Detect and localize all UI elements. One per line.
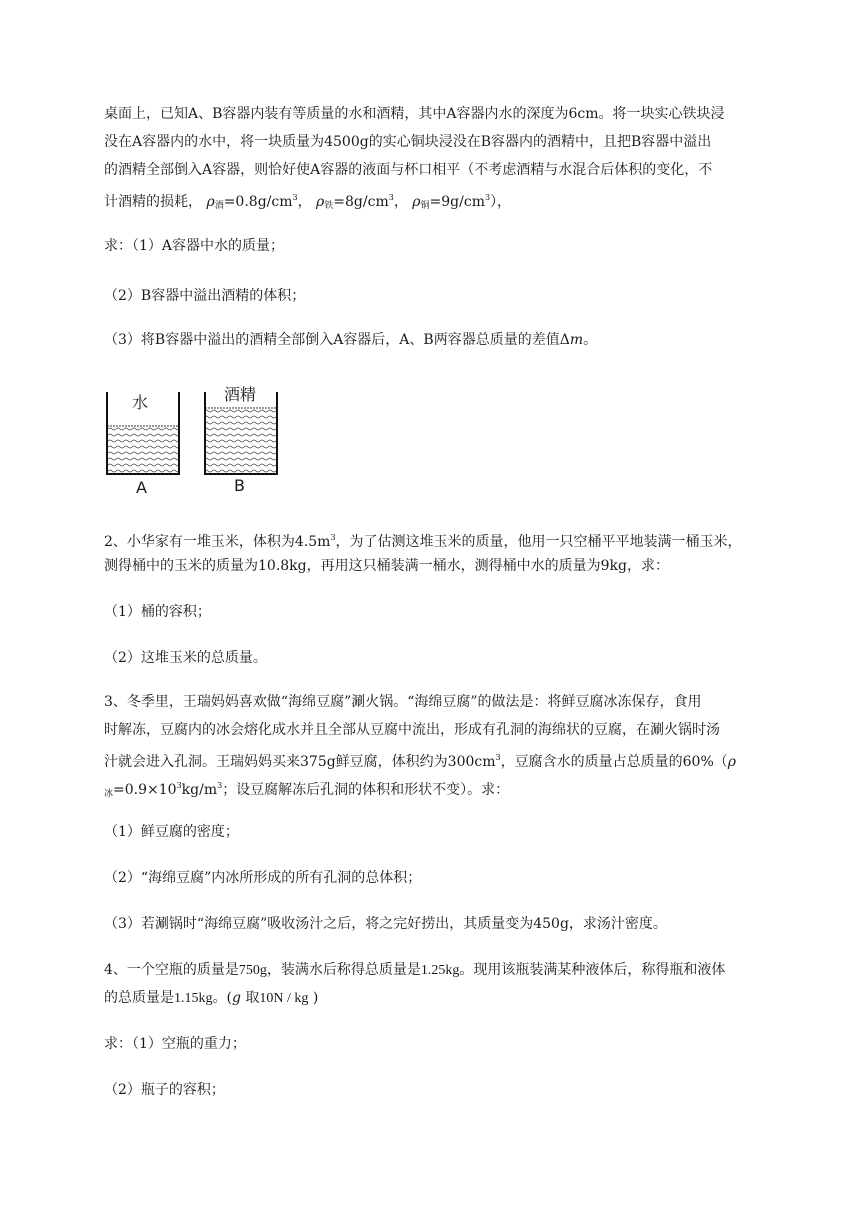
- superscript: 3: [292, 193, 298, 202]
- variable-g: g: [231, 990, 241, 1006]
- question-4-1: [104, 1030, 804, 1058]
- question-text: （2）B容器中溢出酒精的体积；: [104, 288, 306, 304]
- text-fragment: ，豆腐含水的质量占总质量的60%（: [500, 754, 728, 770]
- text-fragment: 2、小华家有一堆玉米，体积为4.5m: [104, 534, 331, 550]
- text-fragment: 汁就会进入孔洞。王瑞妈妈买来375g鲜豆腐，体积约为300cm: [104, 754, 496, 770]
- water-liquid: [107, 426, 179, 474]
- question-text: 求：（1）空瓶的重力；: [104, 1036, 246, 1052]
- superscript: 3: [217, 781, 223, 790]
- superscript: 3: [388, 193, 394, 202]
- label-b: B: [234, 476, 245, 495]
- separator: ，: [393, 194, 408, 210]
- text-line: [104, 744, 804, 772]
- text-fragment: ，为了估测这堆玉米的质量，他用一只空桶平平地装满一桶玉米，: [335, 534, 742, 550]
- subscript: 酒: [214, 201, 224, 211]
- value-mass: 750g: [238, 963, 267, 978]
- question-text: （1）鲜豆腐的密度；: [104, 824, 239, 840]
- density-copper: =9g/cm: [429, 194, 485, 210]
- text-fragment: ，装满水后称得总质量是: [266, 962, 421, 978]
- question-3-3: [104, 910, 804, 938]
- question-2-1: [104, 598, 804, 626]
- text-fragment: =0.9×10: [113, 782, 177, 798]
- text-line: [104, 772, 804, 800]
- text-line: 时解冻，豆腐内的冰会熔化成水并且全部从豆腐中流出，形成有孔洞的海绵状的豆腐，在涮火锅时汤: [104, 722, 720, 738]
- variable-m: m: [569, 332, 584, 348]
- question-text: （2）瓶子的容积；: [104, 1082, 225, 1098]
- subscript: 铜: [420, 201, 430, 211]
- problem-3-text: [104, 688, 804, 800]
- text-line: 测得桶中的玉米的质量为10.8kg，再用这只桶装满一桶水，测得桶中水的质量为9kg，求：: [104, 558, 669, 574]
- density-alcohol: =0.8g/cm: [223, 194, 293, 210]
- question-3-1: [104, 818, 804, 846]
- value-g: 10N / kg: [259, 991, 309, 1006]
- rho-symbol: ρ: [412, 194, 421, 210]
- text-fragment: 的总质量是: [104, 990, 174, 1006]
- text-fragment: kg/m: [181, 782, 218, 798]
- text-fragment: 。: [583, 332, 598, 348]
- question-text: [104, 326, 804, 354]
- rho-symbol: ρ: [727, 754, 736, 770]
- text-line: 的酒精全部倒入A容器，则恰好使A容器的液面与杯口相平（不考虑酒精与水混合后体积的变化，不: [104, 162, 713, 178]
- text-fragment: ），: [490, 194, 512, 210]
- separator: ，: [297, 194, 312, 210]
- containers-figure: [100, 378, 300, 500]
- question-3-2: [104, 864, 804, 892]
- text-fragment: 计酒精的损耗，: [104, 194, 202, 210]
- text-fragment: ；设豆腐解冻后孔洞的体积和形状不变）。求：: [222, 782, 510, 798]
- superscript: 3: [495, 753, 501, 762]
- text-line-densities: [104, 184, 804, 212]
- text-line: 没在A容器内的水中，将一块质量为4500g的实心铜块浸没在B容器内的酒精中，且把B容器中溢出: [104, 134, 712, 150]
- label-alcohol: 酒精: [224, 385, 257, 404]
- text-line: 桌面上，已知A、B容器内装有等质量的水和酒精，其中A容器内水的深度为6cm。将一块实心铁块浸: [104, 106, 725, 122]
- value-mass: 1.15kg: [174, 991, 213, 1006]
- text-fragment: 取: [240, 990, 260, 1006]
- text-line: [104, 984, 804, 1012]
- text-line: [104, 524, 804, 552]
- label-water: 水: [132, 393, 149, 412]
- question-text: （1）桶的容积；: [104, 604, 211, 620]
- text-fragment: 。(: [212, 990, 232, 1006]
- containers-diagram: [100, 378, 300, 500]
- question-text: （3）若涮锅时“海绵豆腐”吸收汤汁之后，将之完好捞出，其质量变为450g，求汤汁密度。: [104, 916, 667, 932]
- question-2-2: [104, 644, 804, 672]
- text-fragment: （3）将B容器中溢出的酒精全部倒入A容器后，A、B两容器总质量的差值Δ: [104, 332, 570, 348]
- question-text: （2）这堆玉米的总质量。: [104, 650, 267, 666]
- text-fragment: 。现用该瓶装满某种液体后，称得瓶和液体: [459, 962, 726, 978]
- problem-2-text: [104, 524, 804, 580]
- superscript: 3: [484, 193, 491, 202]
- subscript: 冰: [104, 789, 114, 799]
- text-fragment: ): [308, 990, 319, 1006]
- problem-4-text: [104, 956, 804, 1012]
- superscript: 3: [330, 533, 336, 542]
- rho-symbol: ρ: [206, 194, 215, 210]
- density-iron: =8g/cm: [333, 194, 389, 210]
- label-a: A: [136, 478, 147, 497]
- question-1-1: [104, 232, 804, 260]
- text-line: [104, 956, 804, 984]
- question-4-2: [104, 1076, 804, 1104]
- text-fragment: 4、一个空瓶的质量是: [104, 962, 239, 978]
- question-1-2: [104, 282, 804, 310]
- question-1-3: [104, 326, 804, 354]
- superscript: 3: [176, 781, 182, 790]
- question-text: （2）“海绵豆腐”内冰所形成的所有孔洞的总体积；: [104, 870, 422, 886]
- text-line: 3、冬季里，王瑞妈妈喜欢做“海绵豆腐”涮火锅。“海绵豆腐”的做法是：将鲜豆腐冰冻保存，食用: [104, 694, 702, 710]
- alcohol-liquid: [205, 408, 277, 474]
- value-mass: 1.25kg: [420, 963, 460, 978]
- question-text: 求：（1）A容器中水的质量；: [104, 238, 285, 254]
- subscript: 铁: [324, 201, 334, 211]
- problem-1-text: [104, 100, 804, 212]
- rho-symbol: ρ: [316, 194, 325, 210]
